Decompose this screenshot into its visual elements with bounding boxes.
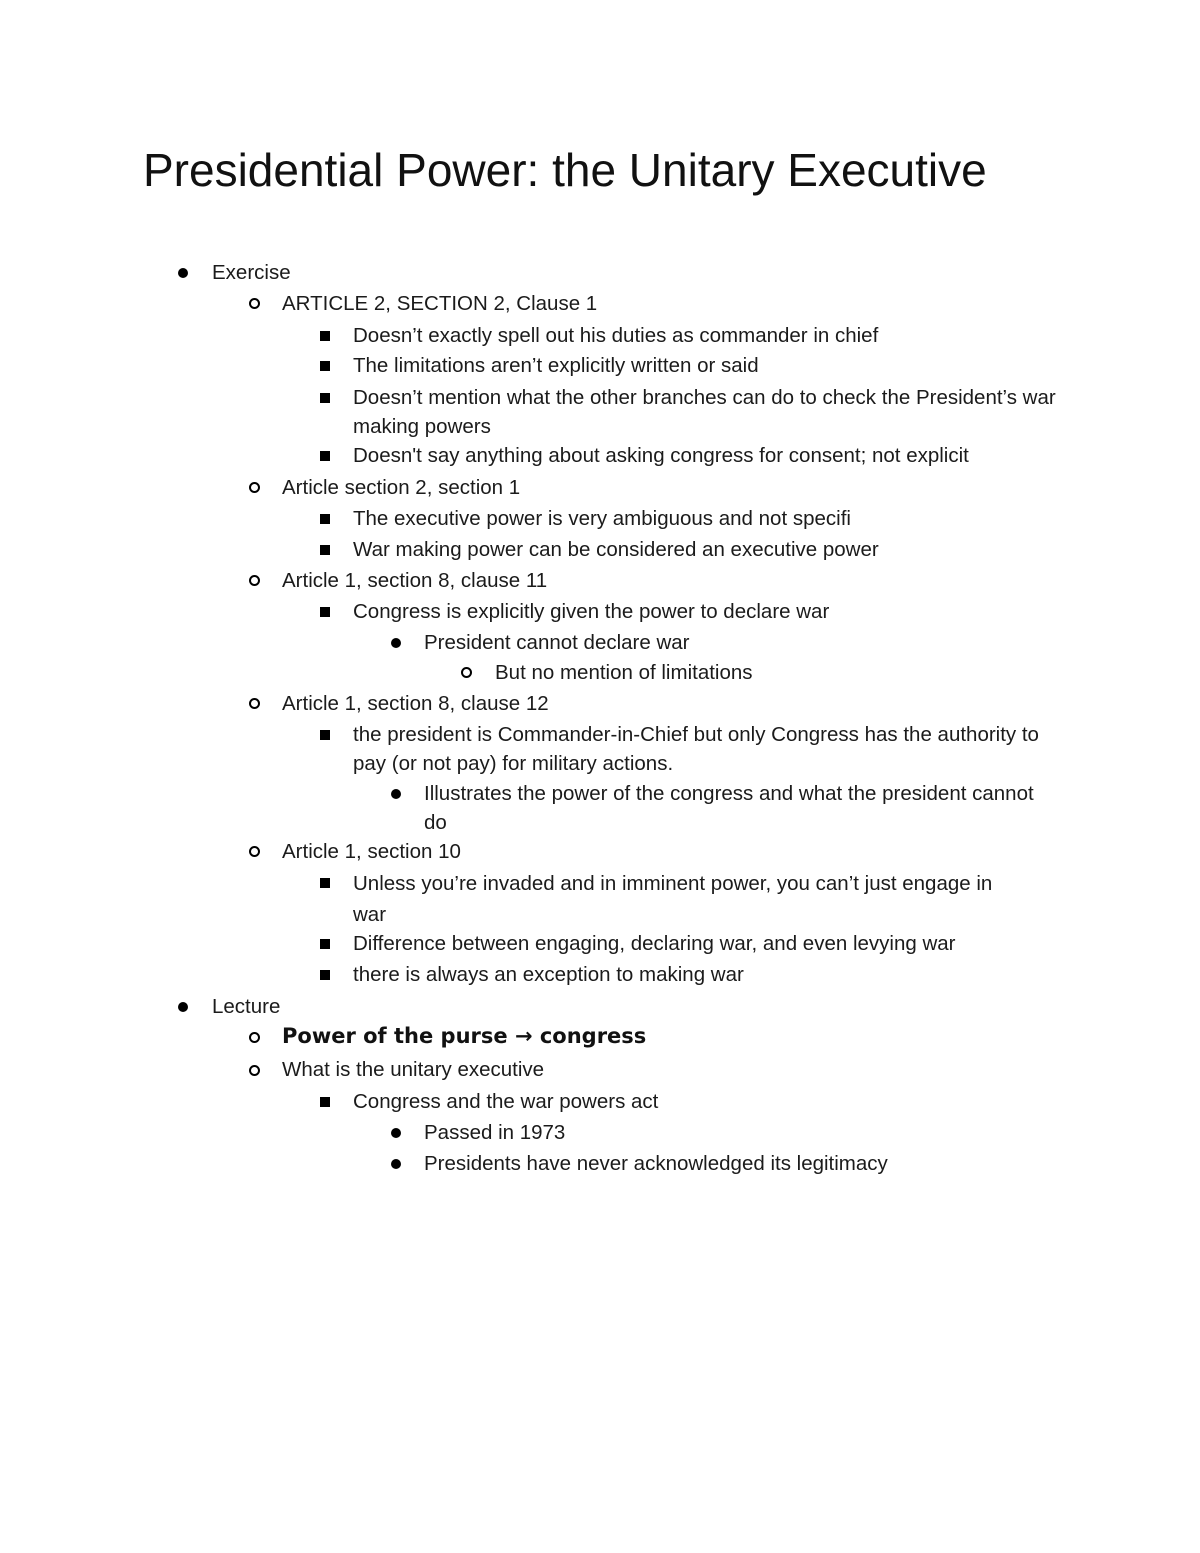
- list-item: The limitations aren’t explicitly written or said: [353, 354, 759, 377]
- list-item: Passed in 1973: [424, 1121, 566, 1144]
- subsection-label: ARTICLE 2, SECTION 2, Clause 1: [282, 292, 598, 315]
- list-item: the president is Commander-in-Chief but only Congress has the authority to pay (or not pay) for military actions.: [353, 723, 1039, 775]
- bullet-circle: [249, 1065, 260, 1076]
- document-title: Presidential Power: the Unitary Executive: [143, 144, 987, 196]
- bullet-circle: [249, 575, 260, 586]
- bullet-disc: [178, 268, 188, 278]
- bullet-square: [320, 1097, 330, 1107]
- bold-list-item: Power of the purse → congress: [282, 1024, 647, 1048]
- bullet-square: [320, 939, 330, 949]
- bullet-disc: [391, 638, 401, 648]
- bullet-square: [320, 607, 330, 617]
- bullet-disc: [178, 1002, 188, 1012]
- list-item: there is always an exception to making war: [353, 963, 744, 986]
- bullet-circle: [249, 298, 260, 309]
- bullet-disc: [391, 789, 401, 799]
- bullet-circle: [249, 1032, 260, 1043]
- list-item: Congress and the war powers act: [353, 1090, 659, 1113]
- bullet-square: [320, 970, 330, 980]
- bullet-square: [320, 545, 330, 555]
- subsection-label: Article 1, section 10: [282, 840, 461, 863]
- subsection-label: Article section 2, section 1: [282, 476, 521, 499]
- subsection-label: Article 1, section 8, clause 11: [282, 569, 548, 592]
- bullet-square: [320, 878, 330, 888]
- list-item: The executive power is very ambiguous and not specifi: [353, 507, 851, 530]
- section-lecture-label: Lecture: [212, 995, 281, 1018]
- list-item: Doesn't say anything about asking congress for consent; not explicit: [353, 444, 969, 467]
- list-item: Doesn’t exactly spell out his duties as commander in chief: [353, 324, 879, 347]
- bullet-square: [320, 730, 330, 740]
- list-item: War making power can be considered an executive power: [353, 538, 879, 561]
- list-item: Illustrates the power of the congress and what the president cannot do: [424, 782, 1034, 834]
- list-item: But no mention of limitations: [495, 661, 753, 684]
- bullet-square: [320, 331, 330, 341]
- list-item: President cannot declare war: [424, 631, 690, 654]
- list-item: Doesn’t mention what the other branches can do to check the President’s war making powers: [353, 386, 1056, 438]
- list-item: Unless you’re invaded and in imminent power, you can’t just engage in war: [353, 872, 993, 926]
- bullet-circle: [461, 667, 472, 678]
- bullet-circle: [249, 846, 260, 857]
- bullet-disc: [391, 1128, 401, 1138]
- list-item: Difference between engaging, declaring war, and even levying war: [353, 932, 956, 955]
- bullet-circle: [249, 482, 260, 493]
- bullet-disc: [391, 1159, 401, 1169]
- bullet-square: [320, 451, 330, 461]
- bullet-square: [320, 393, 330, 403]
- bullet-square: [320, 514, 330, 524]
- subsection-label: Article 1, section 8, clause 12: [282, 692, 549, 715]
- bullet-square: [320, 361, 330, 371]
- subsection-label: What is the unitary executive: [282, 1058, 545, 1081]
- list-item: Congress is explicitly given the power to declare war: [353, 600, 830, 623]
- list-item: Presidents have never acknowledged its legitimacy: [424, 1152, 888, 1175]
- bullet-circle: [249, 698, 260, 709]
- section-exercise-label: Exercise: [212, 261, 291, 284]
